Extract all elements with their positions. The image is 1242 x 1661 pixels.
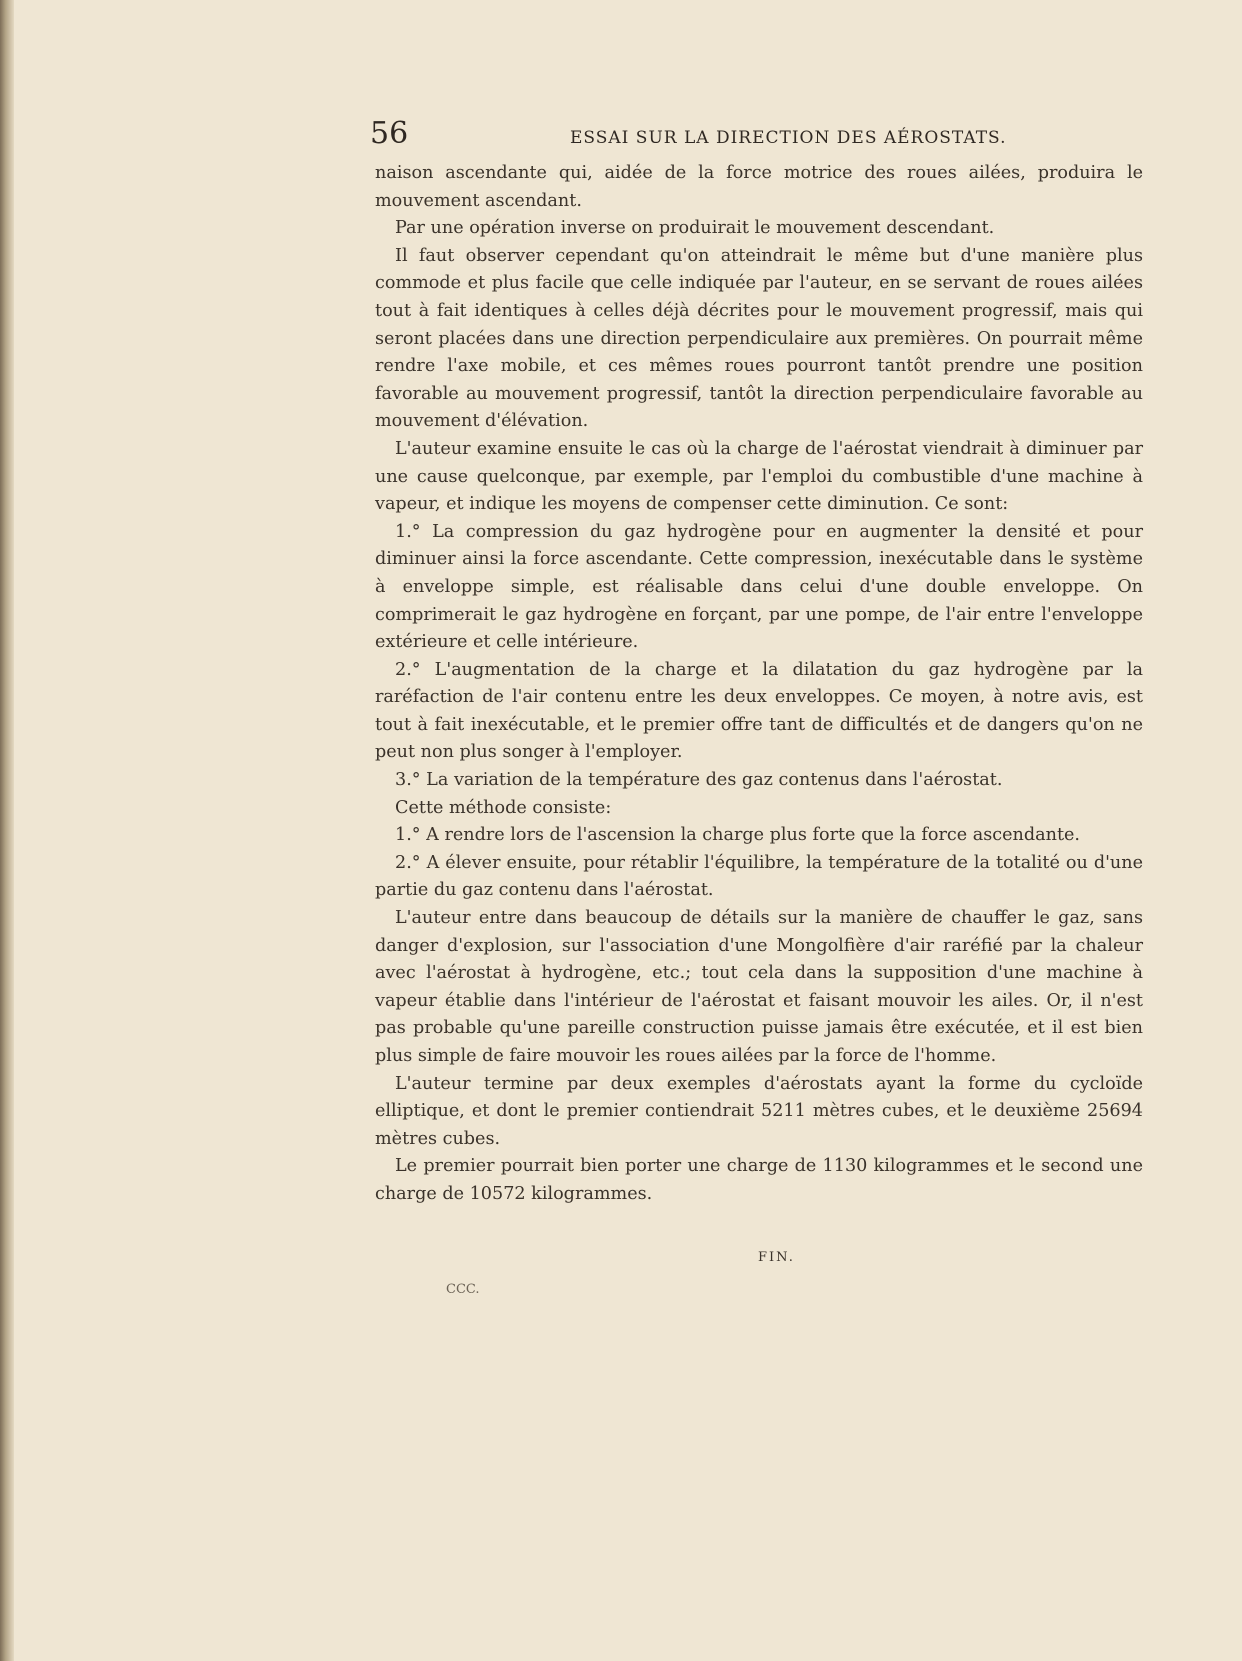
- paragraph: naison ascendante qui, aidée de la force motrice des roues ailées, produira le mouvement ascendant.: [375, 163, 1143, 211]
- page-header: [370, 116, 1145, 160]
- fin-mark: FIN.: [758, 1250, 795, 1265]
- paragraph: Par une opération inverse on produirait le mouvement descendant.: [395, 218, 995, 239]
- paragraph: 1.° A rendre lors de l'ascension la charge plus forte que la force ascendante.: [395, 825, 1081, 846]
- paragraph: Le premier pourrait bien porter une charge de 1130 kilogrammes et le second une charge de 10572 kilogrammes.: [375, 1156, 1143, 1204]
- paragraph: L'auteur termine par deux exemples d'aérostats ayant la forme du cycloïde elliptique, et dont le premier contiendrait 5211 mètres cubes, et le deuxième 25694 mètres cubes.: [375, 1073, 1143, 1149]
- book-spine-shadow: [0, 0, 14, 1661]
- paragraph: Cette méthode consiste:: [395, 797, 612, 818]
- running-title: ESSAI SUR LA DIRECTION DES AÉROSTATS.: [570, 128, 1007, 148]
- paragraph: 2.° L'augmentation de la charge et la dilatation du gaz hydrogène par la raréfaction de l'air contenu entre les deux enveloppes. Ce moyen, à notre avis, est tout à fait inexécutable, et le premier offre tant de difficultés et de dangers qu'on ne peut non plus songer à l'employer.: [375, 659, 1143, 763]
- body-text: [375, 160, 1143, 1209]
- paragraph: 3.° La variation de la température des gaz contenus dans l'aérostat.: [395, 770, 1003, 791]
- paragraph: Il faut observer cependant qu'on atteindrait le même but d'une manière plus commode et plus facile que celle indiquée par l'auteur, en se servant de roues ailées tout à fait identiques à celles déjà décrites pour le mouvement progressif, mais qui seront placées dans une direction perpendiculaire aux premières. On pourrait même rendre l'axe mobile, et ces mêmes roues pourront tantôt prendre une position favorable au mouvement progressif, tantôt la direction perpendiculaire favorable au mouvement d'élévation.: [375, 245, 1143, 432]
- paragraph: 1.° La compression du gaz hydrogène pour en augmenter la densité et pour diminuer ainsi la force ascendante. Cette compression, inexécutable dans le système à enveloppe simple, est réalisable dans celui d'une double enveloppe. On comprimerait le gaz hydrogène en forçant, par une pompe, de l'air entre l'enveloppe extérieure et celle intérieure.: [375, 521, 1143, 653]
- paragraph: 2.° A élever ensuite, pour rétablir l'équilibre, la température de la totalité ou d'une partie du gaz contenu dans l'aérostat.: [375, 852, 1143, 901]
- paragraph: L'auteur examine ensuite le cas où la charge de l'aérostat viendrait à diminuer par une cause quelconque, par exemple, par l'emploi du combustible d'une machine à vapeur, et indique les moyens de compenser cette diminution. Ce sont:: [375, 438, 1143, 515]
- paragraph: L'auteur entre dans beaucoup de détails sur la manière de chauffer le gaz, sans danger d'explosion, sur l'association d'une Mongolfière d'air raréfié par la chaleur avec l'aérostat à hydrogène, etc.; tout cela dans la supposition d'une machine à vapeur établie dans l'intérieur de l'aérostat et faisant mouvoir les ailes. Or, il n'est pas probable qu'une pareille construction puisse jamais être exécutée, et il est bien plus simple de faire mouvoir les roues ailées par la force de l'homme.: [375, 908, 1143, 1066]
- page-number: 56: [370, 116, 409, 151]
- printer-signature: CCC.: [446, 1282, 480, 1297]
